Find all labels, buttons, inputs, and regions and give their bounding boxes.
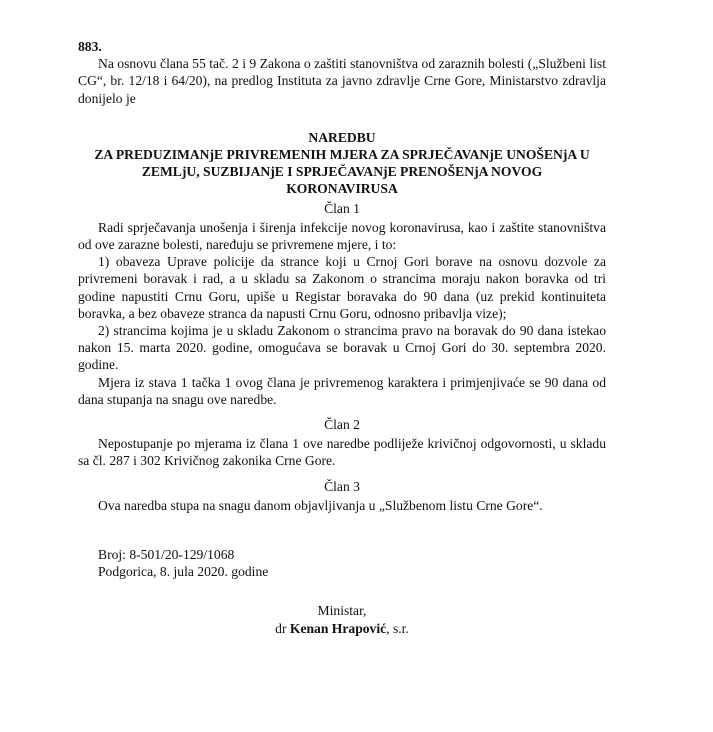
clan-3-paragraph-1: Ova naredba stupa na snagu danom objavljivanja u „Službenom listu Crne Gore“. [98,497,543,513]
clan-1-paragraph-4: Mjera iz stava 1 tačka 1 ovog člana je privremenog karaktera i primjenjivaće se 90 dana od dana stupanja na snagu ove naredbe. [78,374,606,407]
signatory-line [78,620,606,637]
title-line-1: NAREDBU [308,129,376,145]
document-reference-number: Broj: 8-501/20-129/1068 [98,547,235,563]
title-line-2: ZA PREDUZIMANjE PRIVREMENIH MJERA ZA SPRJEČAVANjE UNOŠENjA U [94,147,590,163]
signatory-suffix: , s.r. [386,620,409,636]
signatory-prefix: dr [275,620,287,636]
intro-paragraph: Na osnovu člana 55 tač. 2 i 9 Zakona o zaštiti stanovništva od zaraznih bolesti („Službeni list CG“, br. 12/18 i 64/20), na predlog Instituta za javno zdravlje Crne Gore, Ministarstvo zdravlja donijelo je [78,56,606,106]
clan-3-heading: Član 3 [324,478,360,494]
document-title [78,129,606,198]
clan-2-paragraph-1: Nepostupanje po mjerama iz člana 1 ove naredbe podliježe krivičnoj odgovornosti, u skladu sa čl. 287 i 302 Krivičnog zakonika Crne Gore. [78,436,606,469]
document-page [78,38,606,637]
document-number: 883. [78,39,102,54]
clan-1-heading: Član 1 [324,200,360,216]
clan-1-paragraph-1: Radi sprječavanja unošenja i širenja infekcije novog koronavirusa, kao i zaštite stanovništva od ove zarazne bolesti, naređuju se privremene mjere, i to: [78,219,606,253]
title-line-4: KORONAVIRUSA [286,181,398,197]
clan-1-paragraph-2: 1) obaveza Uprave policije da strance koji u Crnoj Gori borave na osnovu dozvole za privremeni boravak i rad, a u skladu sa Zakonom o strancima moraju nakon boravka od tri godine napustiti Crnu Goru, upiše u Registar boravaka do 90 dana (uz prekid kontinuiteta boravka, a bez obaveze stranca da napusti Crnu Goru, odnosno pribavlja vize); [78,254,606,321]
signature-block [78,602,606,636]
title-line-3: ZEMLjU, SUZBIJANjE I SPRJEČAVANjE PRENOŠENjA NOVOG [141,164,543,180]
signatory-name: Kenan Hrapović [289,620,387,636]
clan-2-heading: Član 2 [324,417,360,433]
signatory-role: Ministar, [317,603,367,619]
document-footer [78,546,606,580]
clan-1-paragraph-3: 2) strancima kojima je u skladu Zakonom o strancima pravo na boravak do 90 dana istekao nakon 15. marta 2020. godine, omogućava se boravak u Crnoj Gori do 30. septembra 2020. godine. [78,323,606,373]
place-and-date: Podgorica, 8. jula 2020. godine [98,564,269,580]
